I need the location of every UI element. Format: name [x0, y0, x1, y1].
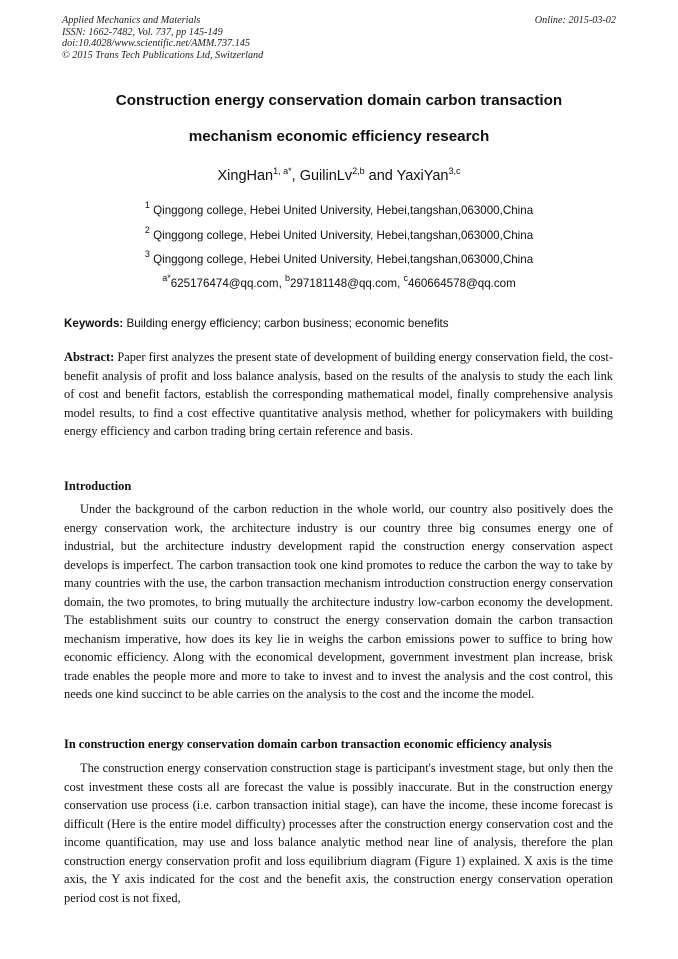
author-name: GuilinLv [299, 168, 353, 184]
email-sup: a* [162, 273, 171, 283]
introduction-heading: Introduction [64, 479, 132, 493]
affiliation-text: Qinggong college, Hebei United University, Hebei,tangshan,063000,China [153, 204, 534, 217]
affiliation-sup: 3 [144, 249, 150, 259]
email-list [40, 273, 638, 290]
author-name: YaxiYan [396, 168, 449, 184]
analysis-paragraph: The construction energy conservation construction stage is participant's investment stage, but only then the cost investment these costs all are forecast the value is possibly inaccurate. But in the construction energy conservation use process (i.e. carbon transaction initial stage), can have the income, these income forecast is difficult (Here is the entire model difficulty) processes after the construction energy conservation cost and the income quantification, may use and loss balance analytic method near line of analysis, therefore the plan construction energy conservation profit and loss equilibrium diagram (Figure 1) explained. X axis is the time axis, the Y axis indicated for the cost and the benefit axis, the construction energy conservation operation period cost is not fixed, [64, 761, 613, 905]
affiliation-text: Qinggong college, Hebei United University, Hebei,tangshan,063000,China [153, 253, 534, 266]
affiliation-sup: 1 [144, 200, 150, 210]
journal-name: Applied Mechanics and Materials [62, 15, 201, 26]
affiliation-1 [40, 200, 638, 217]
issn-line: ISSN: 1662-7482, Vol. 737, pp 145-149 [62, 26, 223, 38]
email-sup: c [403, 273, 408, 283]
author-separator: and [364, 168, 397, 184]
affiliation-3 [40, 249, 638, 266]
author-sup: 1, a* [273, 166, 292, 176]
affiliation-sup: 2 [144, 225, 150, 235]
email-separator: , [397, 277, 404, 290]
email-link[interactable]: 297181148@qq.com [290, 277, 397, 290]
doi-line: doi:10.4028/www.scientific.net/AMM.737.145 [62, 38, 250, 49]
journal-metadata [62, 15, 263, 61]
keywords-line [64, 317, 449, 330]
abstract-paragraph [64, 348, 613, 441]
affiliation-2 [40, 225, 638, 242]
abstract-label: Abstract: [64, 350, 115, 364]
copyright-line: © 2015 Trans Tech Publications Ltd, Switzerland [62, 49, 264, 61]
analysis-heading: In construction energy conservation domain carbon transaction economic efficiency analysis [64, 737, 552, 751]
introduction-paragraph: Under the background of the carbon reduction in the whole world, our country also positively does the energy conservation work, the architecture industry is our country three big consumes energy one of industrial, but the architecture industry development rapid the construction energy conservation aspect develops is imperfect. The carbon transaction took one kind promotes to reduce the carbon the way to take by many countries with the use, the carbon transaction mechanism introduction construction energy conservation domain, the two promotes, to bring mutually the architecture industry low-carbon economy the development. The establishment suits our country to construct the energy conservation domain the carbon transaction mechanism imperative, how does its key lie in weighs the carbon emissions power to suffice to bring how economic efficiency. Along with the economical development, government investment plan increase, brisk trade enables the people more and more to take to invest and to invest the analysis and the cost control, this needs one kind succinct to be able carries on the analysis to the cost and the income the model. [64, 502, 613, 701]
abstract-text: Paper first analyzes the present state of development of building energy conservation field, the cost-benefit analysis of profit and loss balance analysis, based on the results of the analysis to study the each link of cost and benefit factors, establish the corresponding mathematical model, finally comprehensive analysis model results, to find a cost effective quantitative analysis method, whether for policymakers with building energy efficiency and carbon trading bring certain reference and basis. [64, 350, 613, 438]
online-date: Online: 2015-03-02 [534, 15, 616, 26]
paper-title-line-2: mechanism economic efficiency research [188, 128, 490, 145]
author-name: XingHan [217, 168, 274, 184]
email-separator: , [278, 277, 286, 290]
email-sup: b [285, 273, 291, 283]
paper-title-line-1: Construction energy conservation domain carbon transaction [115, 92, 563, 109]
keywords-text: Building energy efficiency; carbon business; economic benefits [126, 317, 449, 330]
author-sup: 3,c [448, 166, 461, 176]
author-separator: , [291, 168, 300, 184]
author-list [40, 168, 638, 184]
email-link[interactable]: 460664578@qq.com [407, 277, 516, 290]
author-sup: 2,b [352, 166, 365, 176]
keywords-label: Keywords: [64, 317, 124, 330]
email-link[interactable]: 625176474@qq.com [170, 277, 279, 290]
affiliation-text: Qinggong college, Hebei United University, Hebei,tangshan,063000,China [153, 229, 534, 242]
